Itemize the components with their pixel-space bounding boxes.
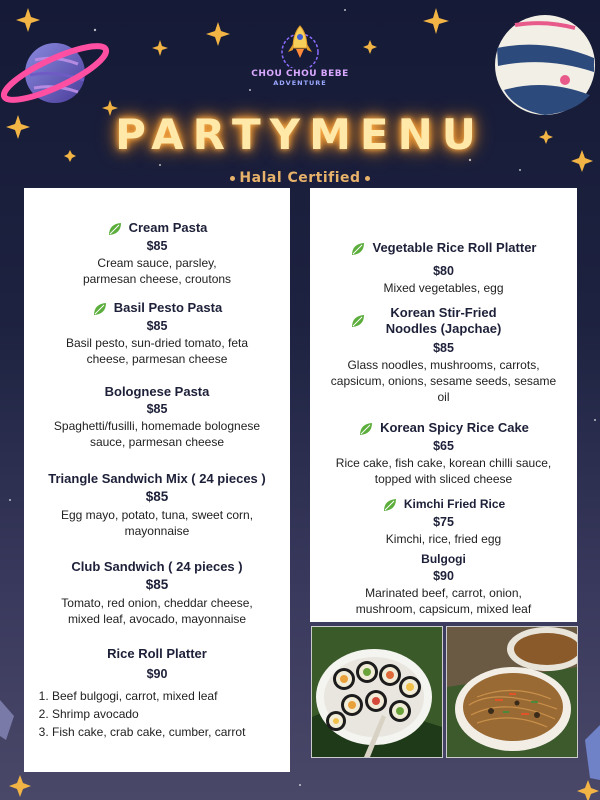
menu-card-right [310, 188, 577, 622]
item-price: $90 [146, 667, 168, 681]
item-desc: capsicum, onions, sesame seeds, sesame [330, 374, 557, 388]
list-item: 3. Fish cake, crab cake, cumber, carrot [52, 723, 290, 741]
item-price: $85 [146, 318, 168, 333]
leaf-icon [107, 221, 123, 237]
item-desc: Rice cake, fish cake, korean chilli sauce, [335, 455, 552, 470]
item-price: $85 [146, 238, 168, 253]
item-name: Bolognese Pasta [104, 384, 210, 399]
item-price: $85 [433, 341, 454, 355]
item-desc: topped with sliced cheese [374, 471, 513, 486]
menu-item [24, 646, 290, 741]
item-name: Korean Spicy Rice Cake [380, 420, 529, 435]
item-desc: Glass noodles, mushrooms, carrots, [347, 358, 540, 372]
item-desc: Tomato, red onion, cheddar cheese, [61, 596, 253, 610]
menu-item [24, 300, 290, 367]
list-item: 2. Shrimp avocado [52, 705, 290, 723]
rocket-icon [277, 22, 323, 68]
menu-item [24, 559, 290, 627]
rice-roll-photo [311, 626, 443, 758]
list-item: 1. Beef bulgogi, carrot, mixed leaf [52, 687, 290, 705]
leaf-icon [350, 241, 366, 257]
item-name: Rice Roll Platter [107, 646, 207, 661]
item-desc: parmesan cheese, croutons [82, 271, 232, 286]
item-name: Bulgogi [421, 552, 466, 566]
item-name: Korean Stir-Fried [390, 305, 497, 320]
brand-logo [250, 22, 350, 87]
item-price: $85 [145, 489, 169, 504]
leaf-icon [358, 421, 374, 437]
item-desc: Marinated beef, carrot, onion, [365, 586, 522, 600]
item-price: $75 [433, 514, 454, 529]
item-desc: sauce, parmesan cheese [89, 435, 225, 449]
item-price: $90 [433, 569, 454, 583]
item-desc: Spaghetti/fusilli, homemade bolognese [53, 419, 261, 433]
menu-item [310, 305, 577, 405]
item-desc: mixed leaf, avocado, mayonnaise [67, 612, 247, 626]
item-name: Vegetable Rice Roll Platter [372, 240, 537, 255]
leaf-icon [382, 497, 398, 513]
item-price: $85 [145, 577, 169, 592]
menu-item [24, 220, 290, 287]
planet-left-icon [0, 37, 112, 110]
japchae-photo [446, 626, 578, 758]
item-desc: Kimchi, rice, fried egg [385, 531, 502, 546]
menu-card-left [24, 188, 290, 772]
item-desc: Basil pesto, sun-dried tomato, feta [65, 335, 249, 350]
menu-item [310, 551, 577, 617]
item-desc: cheese, parmesan cheese [86, 351, 228, 366]
item-desc: Cream sauce, parsley, [97, 255, 217, 270]
item-price: $65 [433, 438, 454, 453]
item-desc: Egg mayo, potato, tuna, sweet corn, [60, 508, 254, 522]
item-name: Triangle Sandwich Mix ( 24 pieces ) [48, 471, 266, 486]
item-name: Noodles (Japchae) [385, 321, 502, 336]
menu-item [310, 240, 577, 296]
planet-right-icon [495, 15, 595, 115]
item-name: Cream Pasta [128, 220, 208, 235]
menu-item [310, 420, 577, 487]
menu-item [24, 384, 290, 450]
halal-badge: Halal Certified [0, 170, 600, 186]
item-desc: mushroom, capsicum, mixed leaf [355, 602, 532, 616]
item-price: $85 [146, 402, 168, 416]
item-name-block [310, 305, 577, 337]
brand-subtitle: ADVENTURE [273, 79, 327, 87]
leaf-icon [350, 313, 366, 329]
brand-name: CHOU CHOU BEBE [251, 69, 349, 79]
menu-item [24, 471, 290, 539]
item-name: Club Sandwich ( 24 pieces ) [71, 559, 243, 574]
item-name: Basil Pesto Pasta [113, 300, 223, 315]
page-title: PARTYMENU [115, 110, 485, 159]
item-desc: Mixed vegetables, egg [383, 280, 504, 295]
item-desc: mayonnaise [124, 524, 190, 538]
item-name: Kimchi Fried Rice [403, 497, 506, 511]
leaf-icon [92, 301, 108, 317]
item-list [24, 687, 290, 741]
item-desc: oil [437, 390, 450, 404]
item-price: $80 [433, 263, 454, 278]
menu-item [310, 496, 577, 547]
